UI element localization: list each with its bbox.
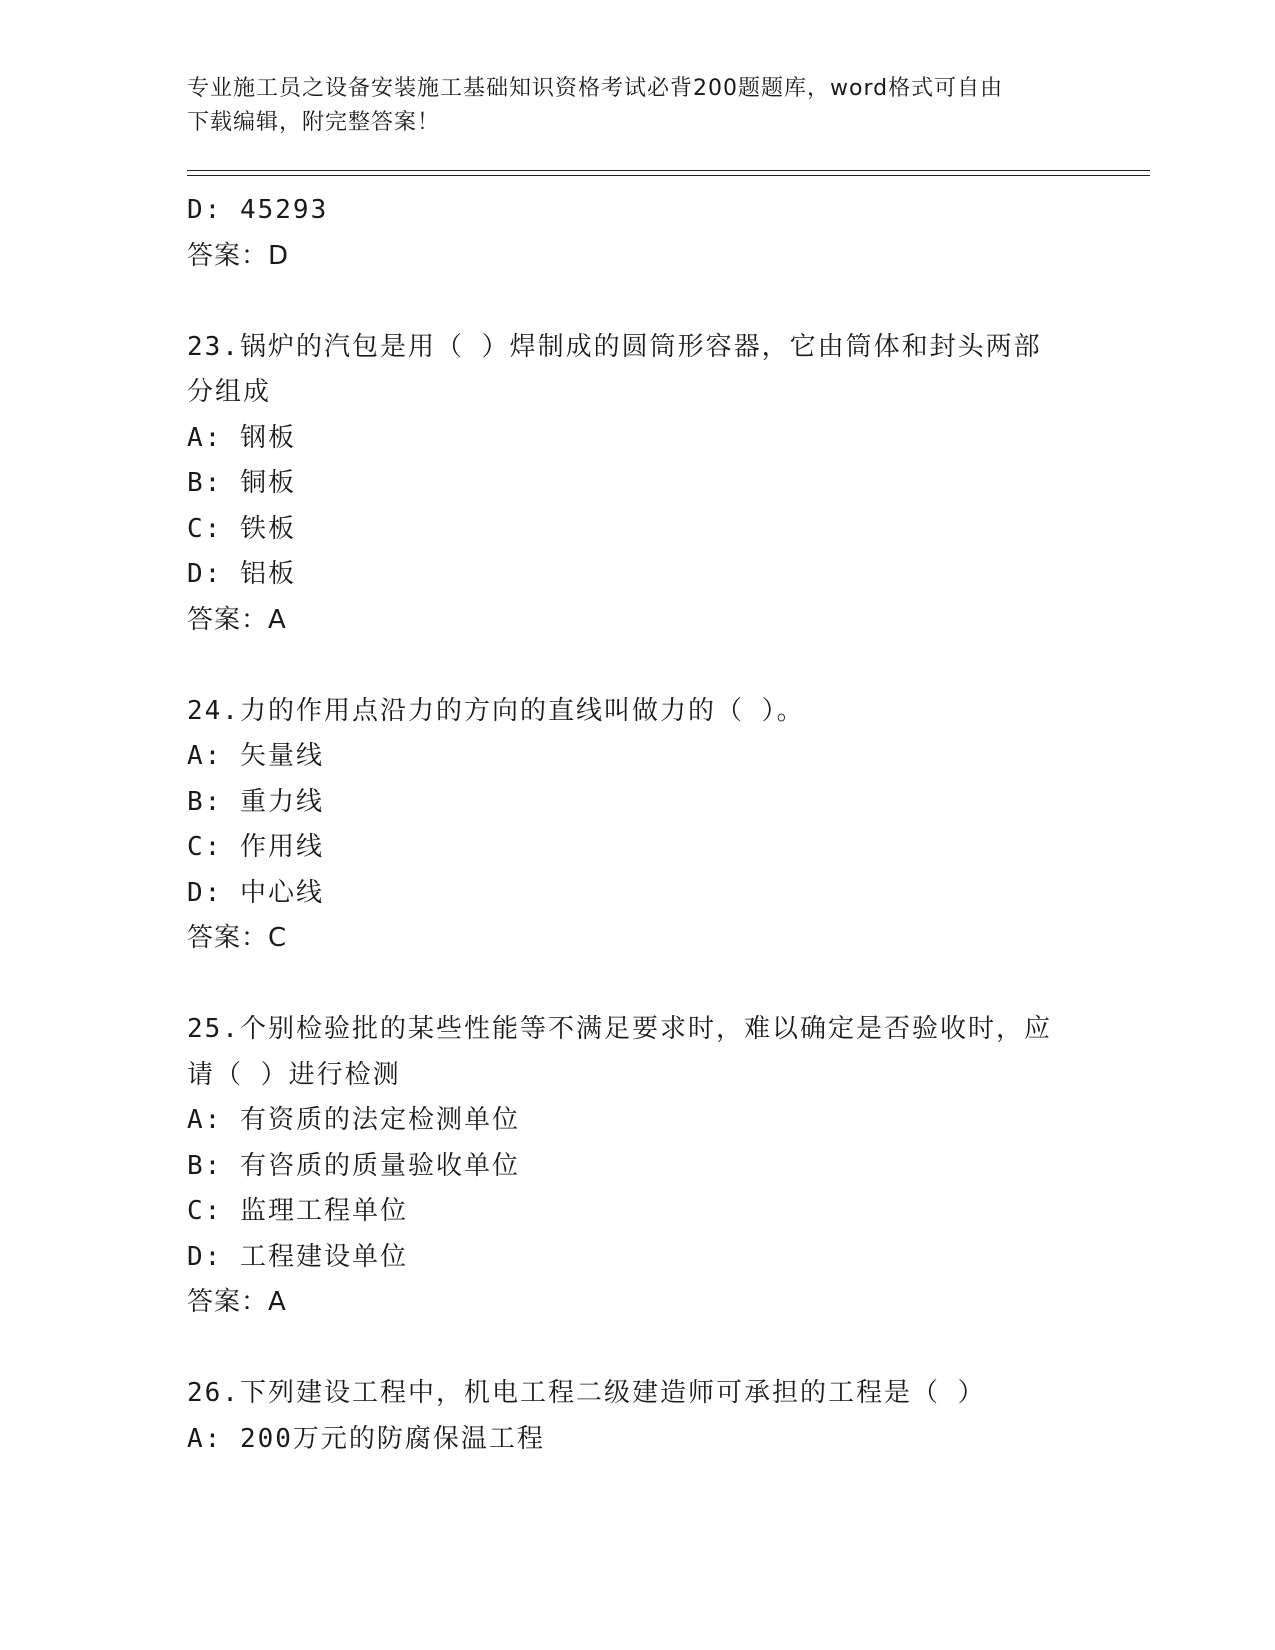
option-c: C: 铁板 [187,513,296,544]
option-b: B: 有咨质的质量验收单位 [187,1150,520,1181]
question-24 [187,689,1087,962]
answer: 答案：A [187,604,287,635]
option-b: B: 铜板 [187,468,296,498]
spacer [187,279,1087,325]
option-a: A: 有资质的法定检测单位 [187,1105,520,1135]
question-stem: 23.锅炉的汽包是用（ ）焊制成的圆筒形容器，它由筒体和封头两部 [187,331,1042,362]
header-line-2: 下载编辑，附完整答案！ [187,110,441,135]
option-c: C: 作用线 [187,832,324,862]
prev-answer: 答案：D [187,240,290,271]
spacer [187,643,1087,689]
option-d: D: 中心线 [187,877,324,908]
spacer [187,1326,1087,1372]
option-a: A: 矢量线 [187,741,324,771]
header-rule-top [187,170,1150,171]
question-stem: 25.个别检验批的某些性能等不满足要求时，难以确定是否验收时，应 [187,1014,1052,1044]
question-25 [187,1007,1087,1326]
question-23 [187,325,1087,644]
option-a: A: 钢板 [187,422,296,453]
option-b: B: 重力线 [187,786,324,817]
question-list [187,188,1087,1462]
question-stem-cont: 请（ ）进行检测 [187,1059,401,1090]
option-d: D: 工程建设单位 [187,1241,408,1272]
answer: 答案：C [187,923,288,953]
header-rule-bottom [187,175,1150,176]
spacer [187,962,1087,1008]
question-stem-cont: 分组成 [187,377,272,407]
question-stem: 26.下列建设工程中，机电工程二级建造师可承担的工程是（ ） [187,1378,986,1408]
question-stem: 24.力的作用点沿力的方向的直线叫做力的（ ）。 [187,695,805,726]
option-d: D: 铝板 [187,559,296,589]
question-26 [187,1371,1087,1462]
header-line-1: 专业施工员之设备安装施工基础知识资格考试必背200题题库，word格式可自由 [187,76,1004,101]
option-a: A: 200万元的防腐保温工程 [187,1423,545,1454]
document-header [187,72,1067,140]
prev-option-d: D: 45293 [187,195,329,225]
option-c: C: 监理工程单位 [187,1196,408,1226]
answer: 答案：A [187,1287,287,1317]
